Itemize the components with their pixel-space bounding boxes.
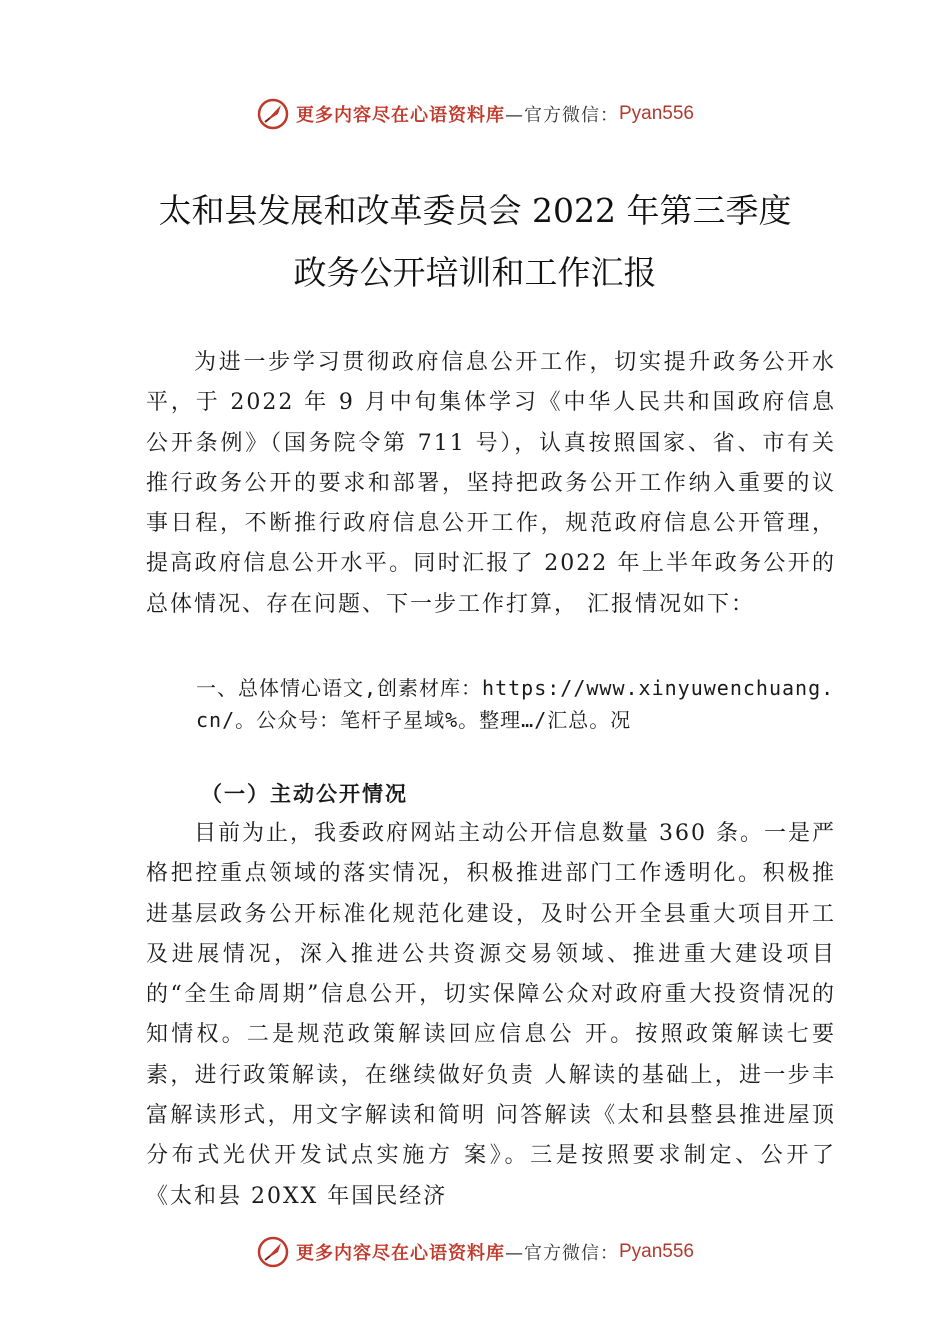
section-heading-1: 一、总体情心语文,创素材库：https://www.xinyuwenchuang.cn/。公众号：笔杆子星域%。整理…/汇总。况	[196, 676, 835, 732]
quill-logo-icon	[256, 97, 290, 131]
intro-paragraph: 为进一步学习贯彻政府信息公开工作，切实提升政务公开水平，于 2022 年 9 月中旬集体学习《中华人民共和国政府信息公开条例》（国务院令第 711 号），认真按照国家、省、市有关推行政务公开的要求和部署，坚持把政务公开工作纳入重要的议事日程，不断推行政府信息公开工作，规范政府信息公开管理，提高政府信息公开水平。同时汇报了 2022 年上半年政务公开的总体情况、存在问题、下一步工作打算， 汇报情况如下：	[146, 350, 836, 617]
banner-wechat-label: —官方微信：	[504, 1243, 619, 1264]
banner-wechat-label: —官方微信：	[504, 105, 619, 126]
body-paragraph: 目前为止，我委政府网站主动公开信息数量 360 条。一是严格把控重点领域的落实情况，积极推进部门工作透明化。积极推进基层政务公开标准化规范化建设，及时公开全县重大项目开工及进展情况，深入推进公共资源交易领域、推进重大建设项目的“全生命周期”信息公开，切实保障公众对政府重大投资情况的知情权。二是规范政策解读回应信息公 开。按照政策解读七要素，进行政策解读，在继续做好负责 人解读的基础上，进一步丰富解读形式，用文字解读和简明 问答解读《太和县整县推进屋顶分布式光伏开发试点实施方 案》。三是按照要求制定、公开了《太和县 20XX 年国民经济	[146, 821, 836, 1209]
banner-lead-text: 更多内容尽在心语资料库	[295, 105, 505, 126]
banner-lead-text: 更多内容尽在心语资料库	[295, 1243, 505, 1264]
quill-logo-icon	[256, 1235, 290, 1269]
subsection-heading-1: （一）主动公开情况	[201, 782, 408, 806]
document-title-line-1: 太和县发展和改革委员会 2022 年第三季度	[158, 191, 792, 230]
document-title-line-2: 政务公开培训和工作汇报	[293, 253, 657, 292]
banner-wechat-id: Pyan556	[618, 103, 694, 124]
footer-watermark-banner	[0, 1232, 950, 1272]
header-watermark-banner	[0, 94, 950, 134]
banner-wechat-id: Pyan556	[618, 1241, 694, 1262]
